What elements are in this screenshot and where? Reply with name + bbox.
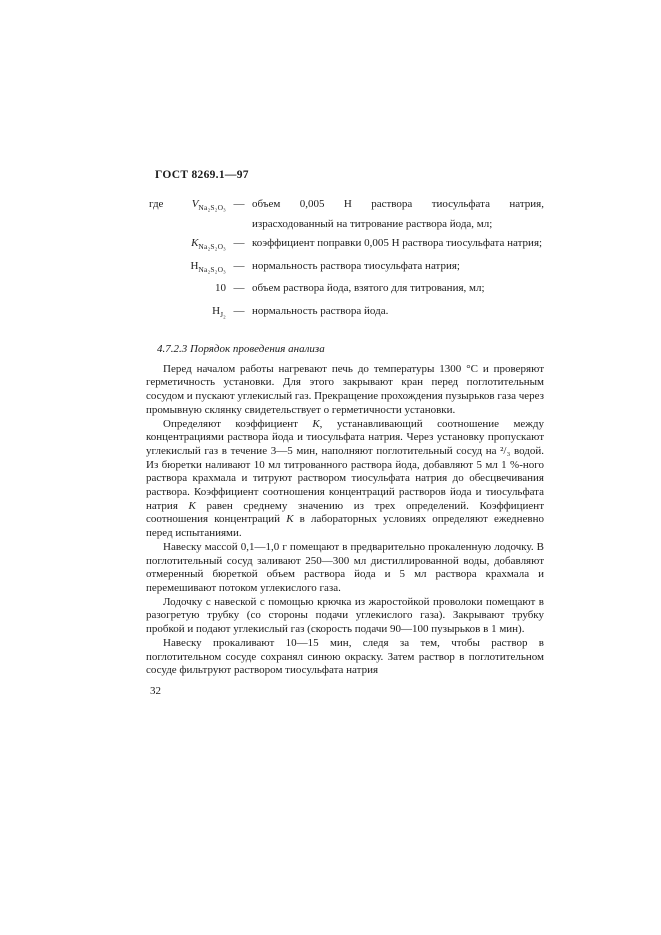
section-heading: 4.7.2.3 Порядок проведения анализа bbox=[157, 342, 325, 355]
definition-symbol: V bbox=[191, 198, 199, 210]
definition-term bbox=[168, 234, 226, 257]
page-number: 32 bbox=[150, 684, 161, 697]
definition-dash: — bbox=[233, 198, 245, 210]
definition-text: нормальность раствора тиосульфата натрия; bbox=[252, 259, 460, 272]
definition-row bbox=[146, 234, 544, 257]
definition-symbol-subscript: Na₂S₂O₃ bbox=[198, 264, 226, 274]
definition-row bbox=[146, 195, 544, 234]
definition-text: коэффициент поправки 0,005 Н раствора тиосульфата натрия; bbox=[252, 237, 543, 249]
paragraph: Навеску массой 0,1—1,0 г помещают в предварительно прокаленную лодочку. В поглотительный сосуд заливают 250—300 мл дистиллированной воды, добавляют отмеренный бюреткой объем раствора йода и 5 мл раствора крахмала и перемешивают потоком углекислого газа. bbox=[146, 540, 544, 594]
definition-term bbox=[168, 257, 226, 280]
definition-dash: — bbox=[233, 305, 245, 318]
definition-text: нормальность раствора йода. bbox=[252, 305, 389, 318]
definition-row bbox=[146, 302, 544, 325]
paragraph: Лодочку с навеской с помощью крючка из жаростойкой проволоки помещают в разогретую трубку (со стороны подачи углекислого газа). Закрывают трубку пробкой и подают углекислый газ (скорость подачи 90—100 пузырьков в 1 мин). bbox=[146, 595, 544, 636]
definitions-block bbox=[146, 195, 544, 325]
definition-intro bbox=[146, 257, 168, 280]
paragraph: Навеску прокаливают 10—15 мин, следя за тем, чтобы раствор в поглотительном сосуде сохранял синюю окраску. Затем раствор в поглотительном сосуде фильтруют раствором тиосульфата натрия bbox=[146, 636, 544, 677]
definition-intro bbox=[146, 279, 168, 302]
definition-intro bbox=[146, 234, 168, 257]
definition-symbol-subscript: Na₂S₂O₃ bbox=[198, 203, 226, 213]
definition-row bbox=[146, 279, 544, 302]
definition-intro: где bbox=[149, 198, 164, 210]
paragraph: Определяют коэффициент К, устанавливающий соотношение между концентрациями раствора йода и тиосульфата натрия. Через установку пропускают углекислый газ в течение 3—5 мин, наполняют поглотительный сосуд на ²/₃ водой. Из бюретки наливают 10 мл титрованного раствора йода, добавляют 5 мл 1 %-ного раствора крахмала и титруют раствором тиосульфата натрия до обесцвечивания раствора. Коэффициент соотношения концентраций растворов йода и тиосульфата натрия К равен среднему значению из трех определений. Коэффициент соотношения концентраций К в лабораторных условиях определяют ежедневно перед испытаниями. bbox=[146, 417, 545, 540]
definition-symbol-subscript: Na₂S₂O₃ bbox=[198, 242, 226, 252]
definition-dash: — bbox=[233, 237, 245, 249]
definition-text: объем 0,005 Н раствора тиосульфата натрия, израсходованный на титрование раствора йода, мл; bbox=[252, 198, 544, 230]
definition-symbol: Н bbox=[212, 305, 221, 318]
document-header: ГОСТ 8269.1—97 bbox=[155, 169, 249, 181]
definition-term bbox=[168, 302, 226, 325]
definition-symbol-subscript: J₂ bbox=[220, 310, 226, 320]
paragraph: Перед началом работы нагревают печь до температуры 1300 °С и проверяют герметичность установки. Для этого закрывают кран перед поглотительным сосудом и пускают углекислый газ. Прекращение прохождения пузырьков газа через промывную склянку свидетельствует о герметичности установки. bbox=[146, 362, 544, 416]
definition-dash: — bbox=[233, 282, 245, 295]
definition-term bbox=[168, 195, 226, 234]
definition-text: объем раствора йода, взятого для титрования, мл; bbox=[252, 282, 485, 295]
definition-symbol: K bbox=[191, 237, 199, 249]
definition-dash: — bbox=[233, 259, 245, 272]
definition-symbol: 10 bbox=[215, 282, 226, 295]
definition-symbol: Н bbox=[190, 259, 199, 272]
definition-term bbox=[168, 279, 226, 302]
definition-row bbox=[146, 257, 544, 280]
body-text-block bbox=[146, 363, 544, 678]
definition-intro bbox=[146, 302, 168, 325]
